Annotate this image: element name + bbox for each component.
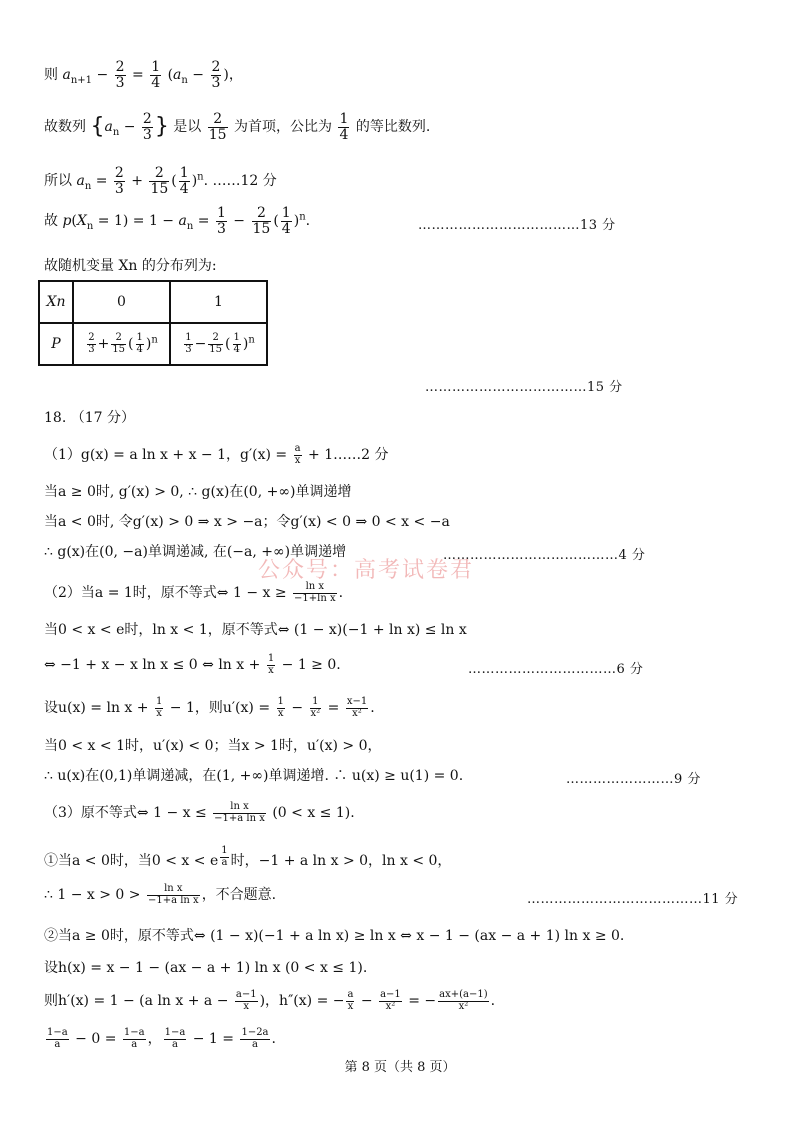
line-distribution-intro: 故随机变量 Xn 的分布列为:	[44, 258, 217, 274]
table-cell-p0: $\frac{2}{3}$ + $\frac{2}{15}$ ( $\frac{1}{4}$ )$^n$	[73, 323, 170, 365]
table-row	[39, 323, 267, 365]
text-suoyi: 所以	[44, 173, 72, 190]
line-recurrence: 则 $a_{n+1}$ − $\frac{2}{3}$ = $\frac{1}{4}$ ($a_n$ − $\frac{2}{3}$ )，	[44, 59, 243, 91]
line-final: $\frac{1-a}{a}$ − 0 = $\frac{1-a}{a}$ ， $\frac{1-a}{a}$ − 1 = $\frac{1-2a}{a}$ .	[47, 1027, 276, 1050]
score-6: ……………………………6 分	[468, 662, 644, 677]
table-row	[39, 281, 267, 323]
table-header-0: 0	[73, 281, 170, 323]
score-12: ……12 分	[212, 173, 277, 190]
line-case-a-neg2: ①当a < 0时，当0 < x < e $^{\frac{1}{a}}$ 时，−1 + a ln x > 0，ln x < 0，	[44, 845, 452, 870]
score-15: ………………………………15 分	[425, 380, 623, 395]
line-monotonic: ∴ g(x)在(0, −a)单调递减, 在(−a, +∞)单调递增	[44, 544, 347, 560]
text-shouxiang: 为首项，公比为	[234, 119, 333, 136]
line-h-deriv: 则h′(x) = 1 − (a ln x + a − $\frac{a-1}{x}$ )，h″(x) = − $\frac{a}{x}$ − $\frac{a-1}{\text{x²}}$ = − $\frac{ax+(a-1)}{\text{x²}}$ .	[44, 989, 496, 1012]
score-9: ……………………9 分	[566, 772, 701, 787]
distribution-table	[38, 280, 268, 366]
line-u-mono: ∴ u(x)在(0,1)单调递减，在(1, +∞)单调递增. ∴ u(x) ≥ u(1) = 0.	[44, 768, 464, 784]
line-e-case: 当0 < x < e时，ln x < 1，原不等式⇔ (1 − x)(−1 + ln x) ≤ ln x	[44, 622, 467, 638]
problem-18-title: 18. （17 分）	[44, 410, 135, 426]
frac-2-3c: $\frac{2}{3}$	[142, 111, 152, 143]
line-an: 所以 $a_n$ = $\frac{2}{3}$ + $\frac{2}{15}$ ( $\frac{1}{4}$ )$^n$. ……12 分	[44, 165, 277, 197]
score-11: …………………………………11 分	[527, 892, 739, 907]
frac-2-3b: $\frac{2}{3}$	[211, 59, 221, 91]
table-header-x: Xn	[39, 281, 73, 323]
line-part2: （2）当a = 1时，原不等式⇔ 1 − x ≥ $\frac{\text{ln x}}{\text{−1+ln x}}$ .	[44, 581, 344, 604]
line-p-x1: 故 $p(X_n = 1) = 1 - a_n$ = $\frac{1}{3}$ − $\frac{2}{15}$ ( $\frac{1}{4}$ )$^n$.	[44, 205, 311, 237]
page-footer: 第 8 页（共 8 页）	[344, 1060, 456, 1075]
line-equiv: ⇔ −1 + x − x ln x ≤ 0 ⇔ ln x + $\frac{1}{x}$ − 1 ≥ 0.	[44, 653, 341, 676]
line-part3: （3）原不等式⇔ 1 − x ≤ $\frac{\text{ln x}}{\text{−1+a ln x}}$ (0 < x ≤ 1).	[44, 801, 355, 824]
score-13: ………………………………13 分	[418, 218, 616, 233]
line-u-sign: 当0 < x < 1时，u′(x) < 0；当x > 1时，u′(x) > 0，	[44, 738, 382, 754]
frac-1-4b: $\frac{1}{4}$	[339, 111, 349, 143]
table-row-label: P	[39, 323, 73, 365]
table-header-1: 1	[170, 281, 267, 323]
text-shiyi: 是以	[173, 119, 202, 136]
watermark-text: 公众号：高考试卷君	[258, 558, 475, 583]
text-gu-shulie: 故数列	[44, 119, 86, 136]
frac-2-15: $\frac{2}{15}$	[208, 111, 227, 143]
line-contradict: ∴ 1 − x > 0 > $\frac{\text{ln x}}{\text{−1+a ln x}}$ ，不合题意.	[44, 883, 277, 906]
text-ze: 则	[44, 67, 58, 84]
line-u-def: 设u(x) = ln x + $\frac{1}{x}$ − 1，则u′(x) = $\frac{1}{x}$ − $\frac{1}{\text{x²}}$ = $\frac{x-1}{\text{x²}}$ .	[44, 696, 375, 719]
frac-1-4: $\frac{1}{4}$	[151, 59, 161, 91]
text-gu: 故	[44, 213, 58, 230]
line-case-a-neg: 当a < 0时, 令g′(x) > 0 ⇒ x > −a；令g′(x) < 0 ⇒ 0 < x < −a	[44, 514, 450, 530]
line-case-a-pos: 当a ≥ 0时, g′(x) > 0, ∴ g(x)在(0, +∞)单调递增	[44, 484, 352, 500]
line-h-def: 设h(x) = x − 1 − (ax − a + 1) ln x (0 < x ≤ 1).	[44, 960, 368, 976]
line-case-a-pos2: ②当a ≥ 0时，原不等式⇔ (1 − x)(−1 + a ln x) ≥ ln x ⇔ x − 1 − (ax − a + 1) ln x ≥ 0.	[44, 928, 625, 944]
line-geometric: 故数列 {$a_n$ − $\frac{2}{3}$ } 是以 $\frac{2}{15}$ 为首项，公比为 $\frac{1}{4}$ 的等比数列.	[44, 111, 431, 143]
table-cell-p1: $\frac{1}{3}$ − $\frac{2}{15}$ ( $\frac{1}{4}$ )$^n$	[170, 323, 267, 365]
score-4: …………………………………4 分	[443, 548, 646, 563]
text-dengbi: 的等比数列.	[355, 119, 431, 136]
line-part1: （1）g(x) = a ln x + x − 1，g′(x) = $\frac{a}{x}$ + 1……2 分	[44, 443, 389, 466]
frac-2-3: $\frac{2}{3}$	[115, 59, 125, 91]
